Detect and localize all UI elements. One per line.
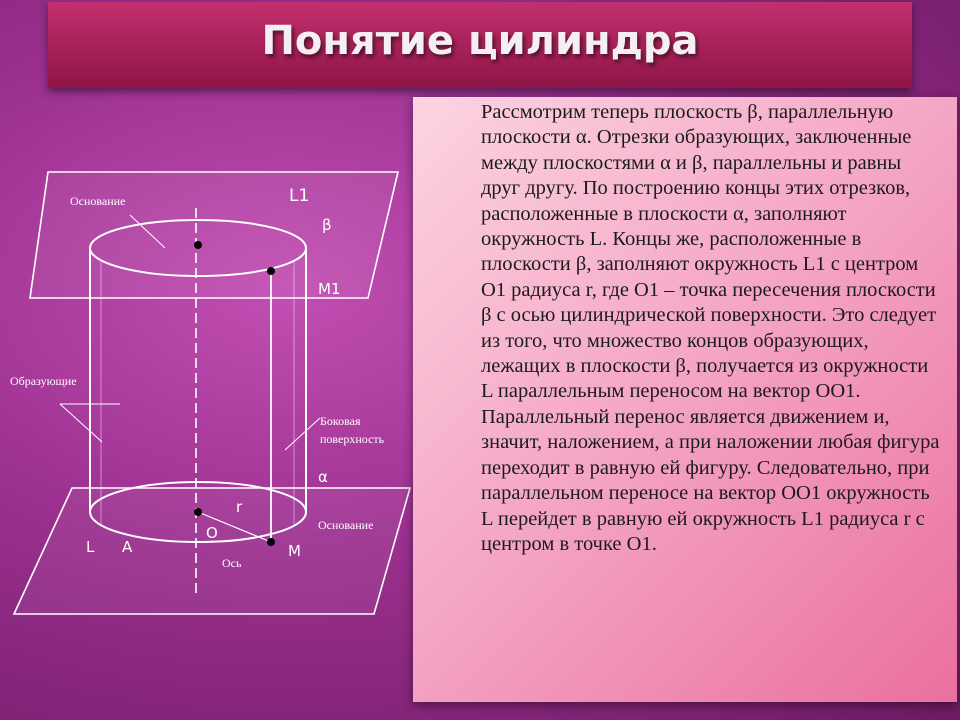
plane-beta [30, 172, 398, 298]
label-M1: M1 [318, 280, 341, 298]
plane-alpha [14, 488, 410, 614]
point-M1 [267, 267, 275, 275]
cylinder-diagram [0, 160, 412, 630]
label-r: r [236, 498, 243, 516]
label-beta: β [322, 216, 332, 234]
label-O: O [206, 524, 218, 542]
body-paragraph: Рассмотрим теперь плоскость β, параллельную плоскости α. Отрезки образующих, заключенные между плоскостями α и β, параллельны и равны друг другу. По построению концы этих отрезков, расположенные в плоскости α, заполняют окружность L. Концы же, расположенные в плоскости β, заполняют окружность L1 с центром O1 радиуса r, где O1 – точка пересечения плоскости β с осью цилиндрической поверхности. Это следует из того, что множество концов образующих, лежащих в плоскости β, получается из окружности L параллельным переносом на вектор OO1. Параллельный перенос является движением и, значит, наложением, а при наложении любая фигура переходит в равную ей фигуру. Следовательно, при параллельном переносе на вектор OO1 окружность L перейдет в равную ей окружность L1 радиуса r с центром в точке O1. [481, 101, 940, 555]
point-O [194, 508, 202, 516]
label-generatrices: Образующие [10, 374, 77, 388]
callout-lateral [285, 418, 320, 450]
slide-title: Понятие цилиндра [261, 18, 699, 64]
label-base-bottom: Основание [318, 518, 374, 532]
point-M [267, 538, 275, 546]
label-A: A [122, 538, 133, 556]
title-bar [48, 2, 912, 88]
label-base-top: Основание [70, 194, 126, 208]
label-alpha: α [318, 468, 328, 486]
point-O1 [194, 241, 202, 249]
text-panel [413, 97, 957, 702]
label-L1: L1 [289, 186, 310, 206]
label-M: M [288, 542, 301, 560]
cylinder-drawing [0, 160, 412, 630]
label-lateral-1: Боковая [320, 414, 361, 428]
callout-generatrices [60, 404, 102, 442]
label-axis: Ось [222, 556, 242, 570]
label-lateral-2: поверхность [320, 432, 385, 446]
label-L: L [86, 538, 95, 556]
